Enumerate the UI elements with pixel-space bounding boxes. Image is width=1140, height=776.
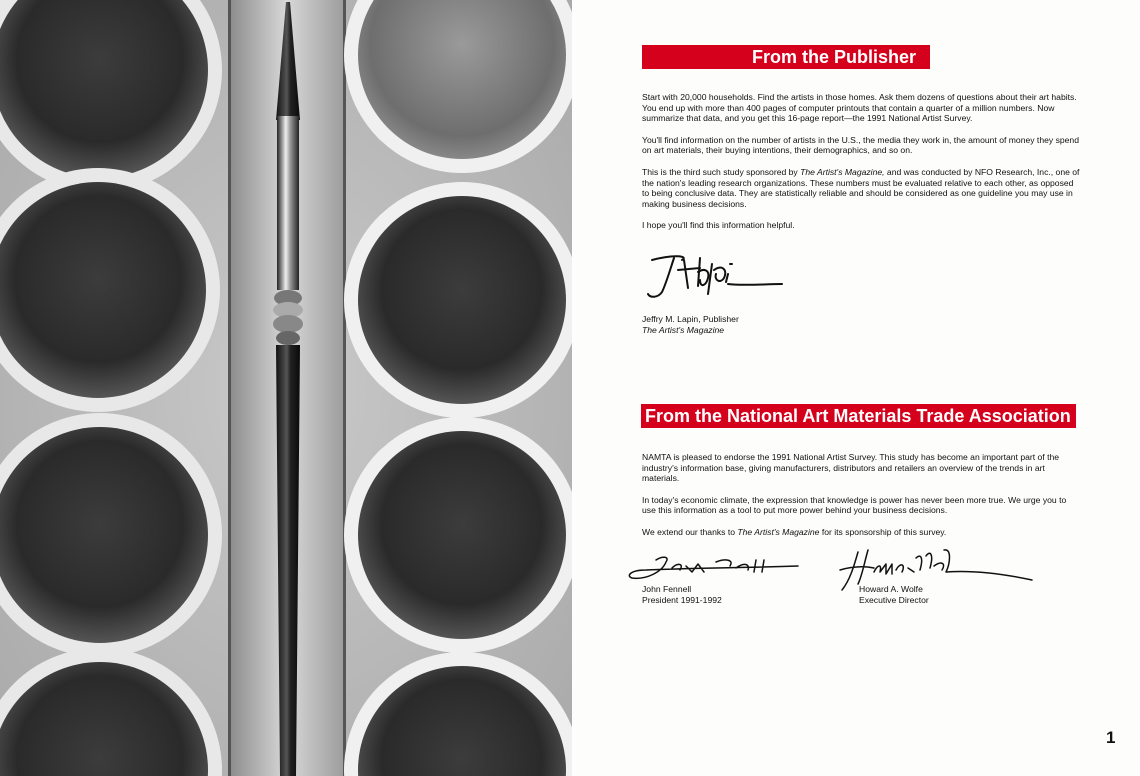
fennell-signature: [626, 550, 806, 586]
namta-letter: [642, 452, 1076, 549]
publisher-signer-name: Jeffry M. Lapin, Publisher: [642, 314, 739, 324]
right-wells: [344, 0, 572, 776]
namta-paragraph-1: NAMTA is pleased to endorse the 1991 National Artist Survey. This study has become an important part of the industry's information base, giving manufacturers, distributors and retailers an overview of the trends in art materials.: [642, 452, 1060, 484]
namta-heading: From the National Art Materials Trade Association: [641, 404, 1076, 428]
text-page: [572, 0, 1140, 776]
wolfe-name: Howard A. Wolfe: [859, 584, 923, 594]
publisher-paragraph-4: I hope you'll find this information helpful.: [642, 220, 795, 231]
fennell-signer: [642, 584, 722, 606]
publisher-heading: From the Publisher: [642, 45, 930, 69]
publisher-paragraph-2: You'll find information on the number of artists in the U.S., the media they work in, the amount of money they spend on art materials, their buying intentions, their demographics, and so on.: [642, 134, 1079, 156]
namta-paragraph-3: We extend our thanks to The Artist's Magazine for its sponsorship of this survey.: [642, 526, 947, 537]
fennell-title: President 1991-1992: [642, 595, 722, 605]
publisher-paragraph-3: This is the third such study sponsored by The Artist's Magazine, and was conducted by NFO Research, Inc., one of the nation's leading research organizations. These numbers must be evaluated relative to each other, as opposed to being conclusive data. They are statistically reliable and should be considered as one guideline you may use in making business decisions.: [642, 166, 1080, 209]
publisher-letter: [642, 92, 1082, 242]
publisher-signature: [644, 250, 784, 308]
publisher-signer: [642, 314, 739, 336]
fennell-name: John Fennell: [642, 584, 692, 594]
page-number: 1: [1106, 728, 1116, 747]
wolfe-signer: [859, 584, 929, 606]
namta-paragraph-2: In today's economic climate, the expression that knowledge is power has never been more true. We urge you to use this information as a tool to put more power behind your business decisions.: [642, 494, 1067, 516]
left-wells: [0, 0, 222, 776]
publisher-signer-org: The Artist's Magazine: [642, 325, 725, 335]
publisher-paragraph-1: Start with 20,000 households. Find the artists in those homes. Ask them dozens of questions about their art habits. You end up with more than 400 pages of computer printouts that contain a quarter of a million numbers. Now summarize that data, and you get this 16-page report—the 1991 National Artist Survey.: [642, 92, 1077, 124]
wolfe-title: Executive Director: [859, 595, 929, 605]
